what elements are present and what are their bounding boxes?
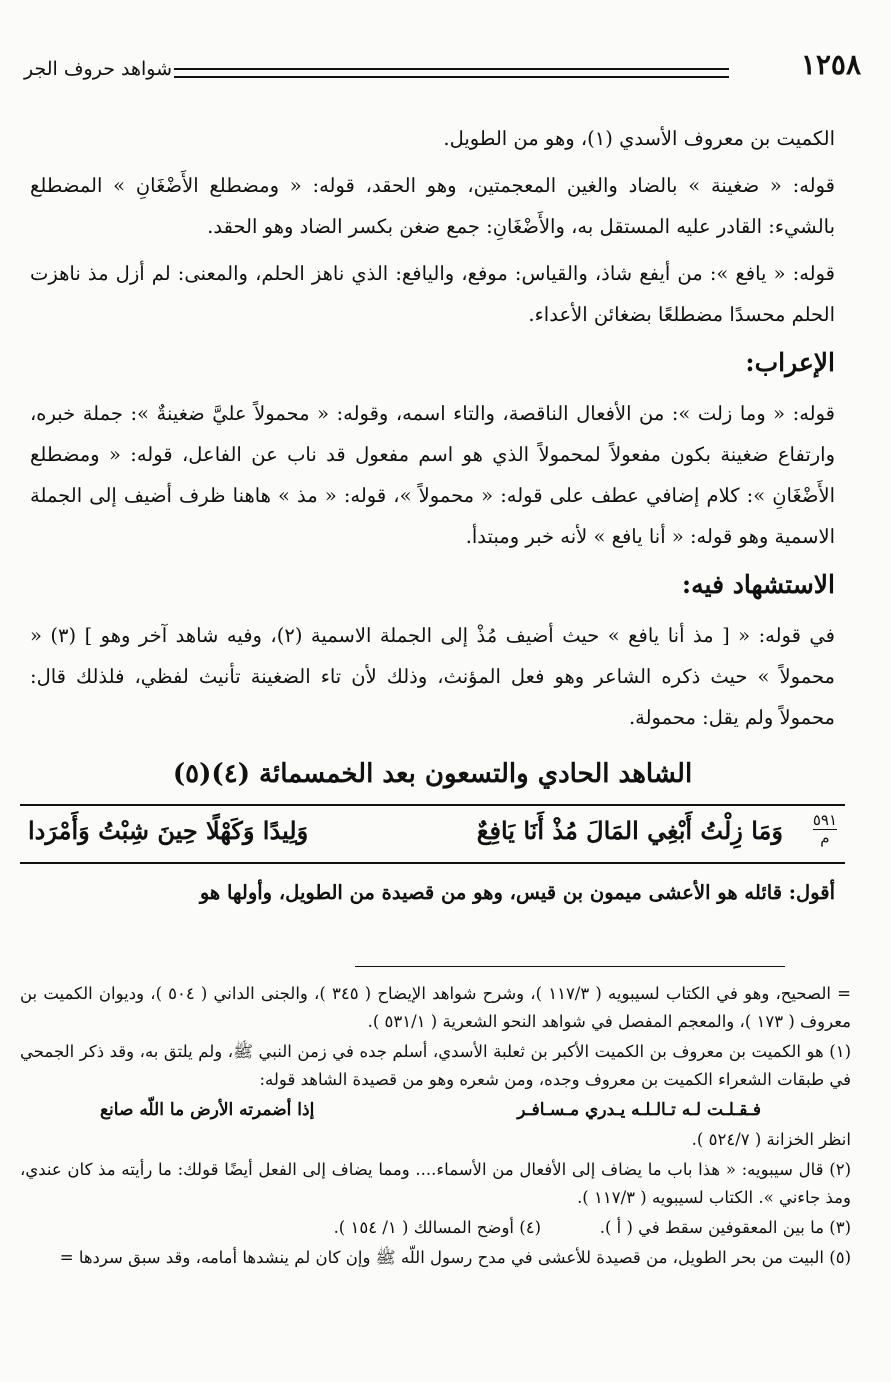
footnote-continuation: = الصحيح، وهو في الكتاب لسيبويه ( ١١٧/٣ )، وشرح شواهد الإيضاح ( ٣٤٥ )، والجنى الداني ( ٥٠٤ )، وديوان الكميت بن معروف ( ١٧٣ )، والمعجم المفصل في شواهد النحو الشعرية ( ٥٣١/١ ). <box>20 984 851 1031</box>
running-header <box>24 48 861 88</box>
shahid-title: الشاهد الحادي والتسعون بعد الخمسمائة (٤)(٥) <box>172 759 693 789</box>
verse-number-value: ٥٩١ <box>812 811 837 829</box>
paragraph: قوله: « يافع »: من أيفع شاذ، والقياس: موفع، واليافع: الذي ناهز الحلم، والمعنى: لم أزل مذ ناهزت الحلم محسدًا مضطلعًا بضغائن الأعداء. <box>30 262 835 326</box>
footnote-verse <box>20 1096 851 1126</box>
verse-number <box>813 812 837 846</box>
footnote-row <box>20 1214 851 1244</box>
page-number: ١٢٥٨ <box>800 48 861 81</box>
paragraph: قوله: « ضغينة » بالضاد والغين المعجمتين، وهو الحقد، قوله: « ومضطلع الأَضْغَانِ » المضطلع بالشيء: القادر عليه المستقل به، والأَضْغَانِ: جمع ضغن بكسر الضاد وهو الحقد. <box>30 174 835 238</box>
footnote-verse-part-1: فـقـلـت لـه تـالـلـه يـدري مـسـافـر <box>517 1100 761 1120</box>
footnote-3: (٣) ما بين المعقوفين سقط في ( أ ). <box>599 1218 851 1237</box>
footnotes <box>20 980 851 1274</box>
verse-marker: م <box>820 829 830 847</box>
paragraph: في قوله: « [ مذ أنا يافع » حيث أضيف مُذْ إلى الجملة الاسمية (٢)، وفيه شاهد آخر وهو ] (٣) « محمولاً » حيث ذكره الشاعر وهو فعل المؤنث، وذلك لأن تاء الضغينة تأنيث لفظي، فلذلك قال: محمولاً ولم يقل: محمولة. <box>30 624 835 729</box>
footnote-1: (١) هو الكميت بن معروف بن الكميت الأكبر بن ثعلبة الأسدي، أسلم جده في زمن النبي ﷺ، ولم يلتق به، وقد ذكر الجمحي في طبقات الشعراء الكميت بن معروف وجده، ومن شعره وهو من قصيدة الشاهد قوله: <box>20 1042 851 1089</box>
main-text <box>30 118 835 919</box>
footnote-separator <box>355 966 785 967</box>
footnote-verse-part-2: إذا أضمرته الأرض ما اللّه صانع <box>100 1100 315 1120</box>
running-title: شواهد حروف الجر <box>24 58 173 80</box>
section-heading-istishhad: الاستشهاد فيه: <box>681 570 835 599</box>
verse-hemistich-1: وَمَا زِلْتُ أَبْغِي المَالَ مُذْ أَنَا يَافِعٌ <box>476 816 783 845</box>
header-rule <box>174 68 729 78</box>
verse-box <box>20 804 845 864</box>
verse-hemistich-2: وَلِيدًا وَكَهْلًا حِينَ شِبْتُ وَأَمْرَدا <box>28 816 309 845</box>
paragraph: قوله: « وما زلت »: من الأفعال الناقصة، والتاء اسمه، وقوله: « محمولاً عليَّ ضغينةٌ »: جملة خبره، وارتفاع ضغينة بكون مفعولاً لمحمولاً الذي هو اسم مفعول قد ناب عن الفاعل، قوله: « ومضطلع الأَضْغَانِ »: كلام إضافي عطف على قوله: « محمولاً »، قوله: « مذ » هاهنا ظرف أضيف إلى الجملة الاسمية وهو قوله: « أنا يافع » لأنه خبر ومبتدأ. <box>30 402 835 548</box>
section-heading-irab: الإعراب: <box>745 348 835 377</box>
footnote-4: (٤) أوضح المسالك ( ١/ ١٥٤ ). <box>333 1218 541 1237</box>
footnote-1-reference: انظر الخزانة ( ٥٢٤/٧ ). <box>691 1130 851 1149</box>
paragraph: الكميت بن معروف الأسدي (١)، وهو من الطويل. <box>443 127 835 150</box>
paragraph: أقول: قائله هو الأعشى ميمون بن قيس، وهو من قصيدة من الطويل، وأولها هو <box>199 881 835 904</box>
footnote-2: (٢) قال سيبويه: « هذا باب ما يضاف إلى الأفعال من الأسماء.... ومما يضاف إلى الفعل أيضًا قولك: ما رأيته مذ كان عندي، ومذ جاءني ». الكتاب لسيبويه ( ١١٧/٣ ). <box>20 1160 851 1207</box>
footnote-5: (٥) البيت من بحر الطويل، من قصيدة للأعشى في مدح رسول اللّه ﷺ وإن كان لم ينشدها أمامه، وقد سبق سردها = <box>59 1248 851 1267</box>
